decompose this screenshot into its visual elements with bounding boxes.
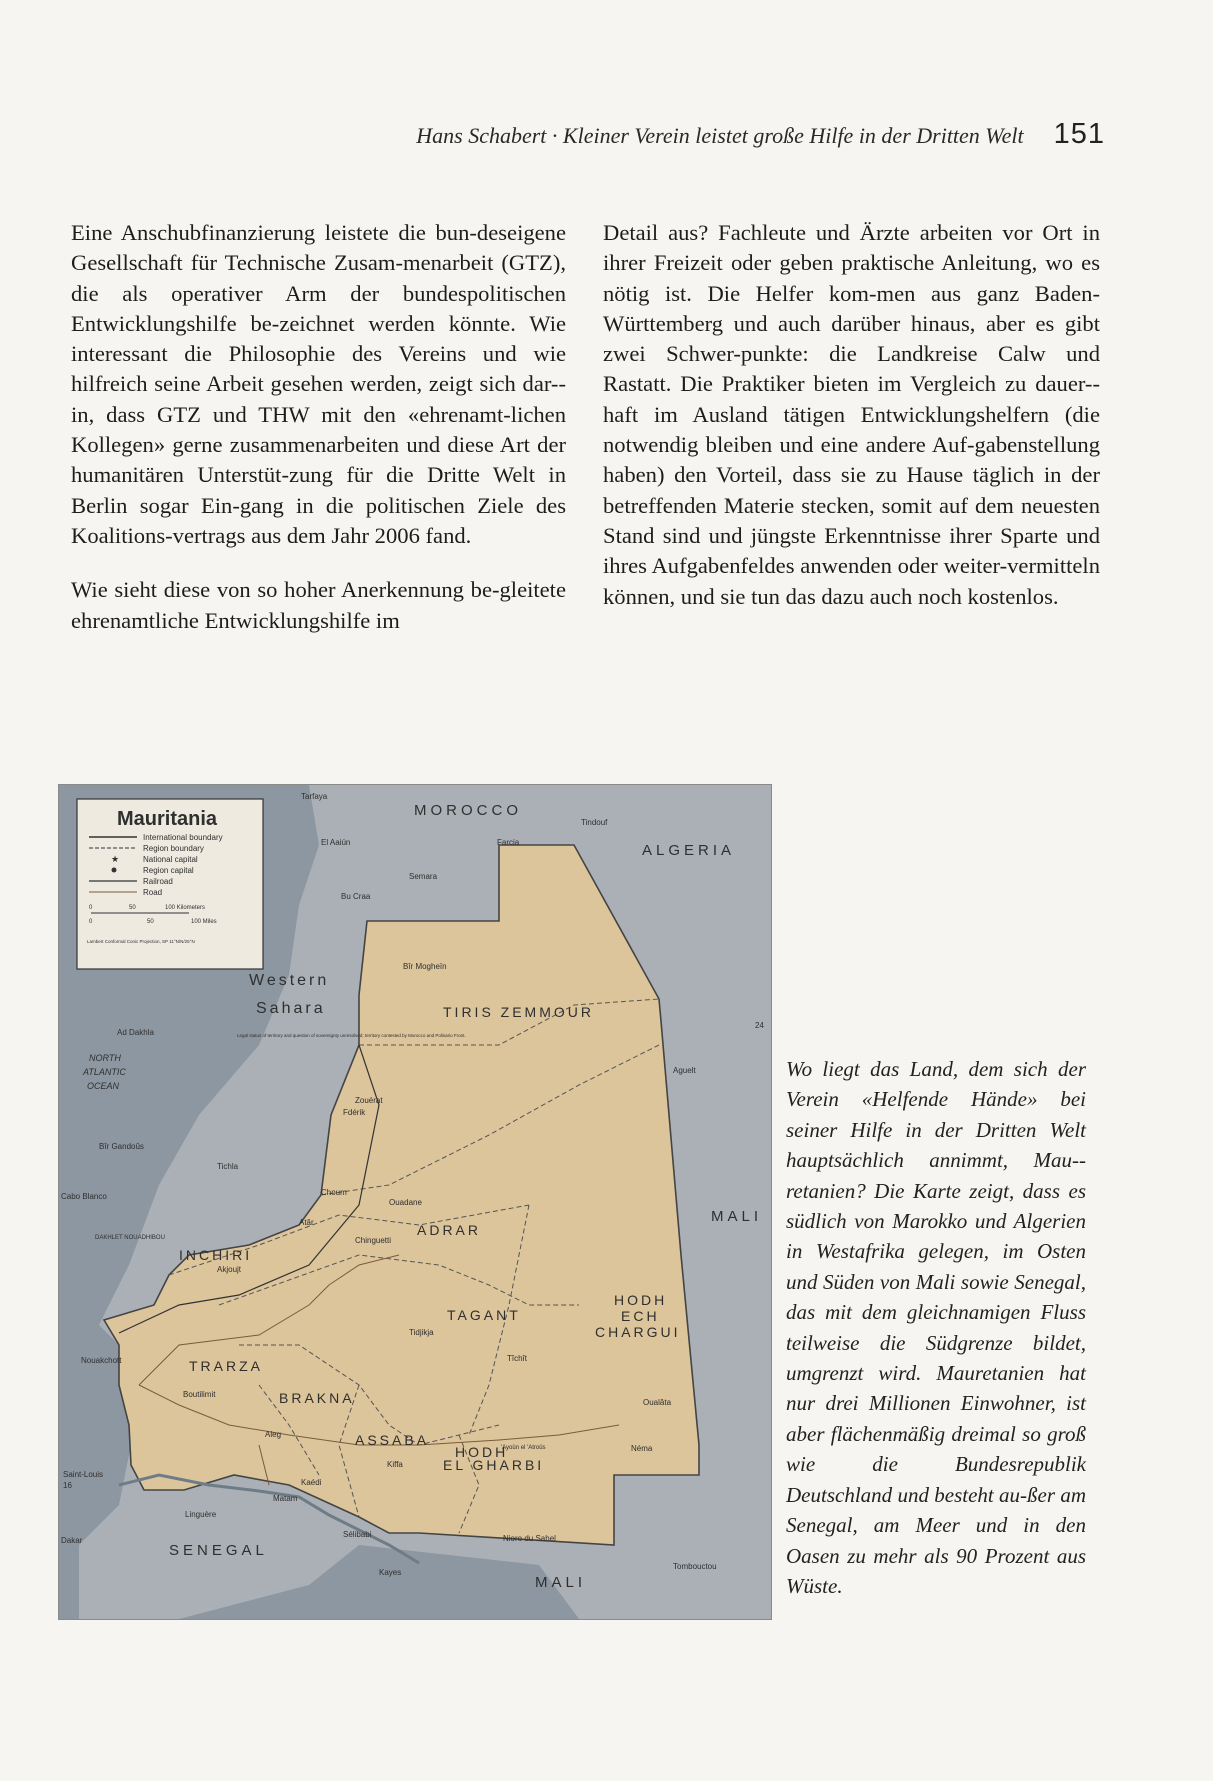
- left-paragraph-1: Eine Anschubfinanzierung leistete die bun-deseigene Gesellschaft für Technische Zusam-menarbeit (GTZ), die als operativer Arm der bundespolitischen Entwicklungshilfe be-zeichnet werden könnte. Wie interessant die Philosophie des Vereins und wie hilfreich seine Arbeit gesehen werden, zeigt sich dar-in, dass GTZ und THW mit den «ehrenamt-lichen Kollegen» gerne zusammenarbeiten und diese Art der humanitären Unterstüt-zung für die Dritte Welt in Berlin sogar Ein-gang in die politischen Ziele des Koalitions-vertrags aus dem Jahr 2006 fand.: [71, 220, 566, 548]
- town-nioro: Nioro du Sahel: [503, 1534, 556, 1543]
- town-choum: Choum: [321, 1188, 347, 1197]
- map-svg: [59, 785, 771, 1619]
- national-capital-icon: ★: [111, 854, 120, 864]
- label-ocean-2: ATLANTIC: [83, 1067, 126, 1077]
- town-oualata: Oualâta: [643, 1398, 672, 1407]
- town-el-aaiun: El Aaiún: [321, 838, 351, 847]
- label-adrar: ADRAR: [417, 1222, 482, 1238]
- label-algeria: ALGERIA: [642, 842, 736, 859]
- town-atar: Atâr: [299, 1218, 314, 1227]
- town-bir-gandous: Bîr Gandoûs: [99, 1142, 144, 1151]
- label-hodh-ech-chargui-3: CHARGUI: [595, 1324, 681, 1340]
- label-senegal: SENEGAL: [169, 1542, 268, 1559]
- running-head: Hans Schabert · Kleiner Verein leistet große Hilfe in der Dritten Welt: [416, 123, 1024, 148]
- lat-24-label: 24: [755, 1021, 764, 1030]
- label-assaba: ASSABA: [355, 1432, 430, 1448]
- town-nouakchott: Nouakchott: [81, 1356, 122, 1365]
- town-matam: Matam: [273, 1494, 298, 1503]
- town-tombouctou: Tombouctou: [673, 1562, 717, 1571]
- label-ocean-1: NORTH: [89, 1053, 121, 1063]
- scale-mi-100: 100 Miles: [191, 919, 217, 925]
- town-selibabi: Sélibabi: [343, 1530, 372, 1539]
- label-morocco: MOROCCO: [414, 802, 522, 819]
- town-aleg: Aleg: [265, 1430, 282, 1439]
- label-mali-south: MALI: [535, 1574, 587, 1591]
- town-bir-moghrein: Bîr Mogheïn: [403, 962, 447, 971]
- town-ad-dakhla: Ad Dakhla: [117, 1028, 154, 1037]
- scale-km-50: 50: [129, 905, 136, 911]
- town-ayoun: 'Ayoûn el 'Atroûs: [501, 1445, 546, 1451]
- label-western-note: Legal status of territory and question of sovereignty unresolved; territory contested by Morocco and Polisario Front.: [237, 1033, 466, 1038]
- right-column: [603, 218, 1100, 636]
- label-hodh-el-gharbi-2: EL GHARBI: [443, 1457, 545, 1473]
- legend-railroad: Railroad: [143, 877, 173, 886]
- label-hodh-ech-chargui-1: HODH: [614, 1292, 668, 1308]
- town-linguere: Linguère: [185, 1510, 217, 1519]
- scale-mi-50: 50: [147, 919, 154, 925]
- town-smara: Semara: [409, 872, 438, 881]
- map-caption: Wo liegt das Land, dem sich der Verein «Helfende Hände» bei seiner Hilfe in der Dritten Welt hauptsächlich annimmt, Mau-retanien? Die Karte zeigt, dass es südlich von Marokko und Algerien in Westafrika gelegen, im Osten und Süden von Mali sowie Senegal, das mit dem gleichnamigen Fluss teilweise die Südgrenze bildet, umgrenzt wird. Mauretanien hat nur drei Millionen Einwohner, ist aber flächenmäßig dreimal so groß wie die Bundesrepublik Deutschland und besteht au-ßer am Senegal, am Meer und in den Oasen zu mehr als 90 Prozent aus Wüste.: [786, 1057, 1086, 1598]
- page-header: [330, 118, 1105, 151]
- left-column: [71, 218, 566, 660]
- town-tichit: Tîchît: [507, 1354, 528, 1363]
- legend-projection: Lambert Conformal Conic Projection, SP 11°N/N/25°N: [87, 939, 195, 944]
- page-number: 151: [1053, 118, 1105, 150]
- town-chinguetti: Chinguetti: [355, 1236, 392, 1245]
- town-tindouf: Tindouf: [581, 818, 608, 827]
- town-zouerat: Zouérat: [355, 1096, 383, 1105]
- town-tidjikja: Tidjikja: [409, 1328, 434, 1337]
- label-tagant: TAGANT: [447, 1307, 521, 1323]
- town-farcia: Farcia: [497, 838, 520, 847]
- legend-title: Mauritania: [117, 808, 218, 830]
- town-akjoujt: Akjoujt: [217, 1265, 242, 1274]
- left-paragraph-2: Wie sieht diese von so hoher Anerkennung be-gleitete ehrenamtliche Entwicklungshilfe im: [71, 577, 566, 633]
- label-hodh-ech-chargui-2: ECH: [621, 1308, 660, 1324]
- label-tiris-zemmour: TIRIS ZEMMOUR: [443, 1004, 594, 1020]
- label-hodh-el-gharbi-1: HODH: [455, 1444, 509, 1460]
- town-tarfaya: Tarfaya: [301, 792, 328, 801]
- scale-mi-0: 0: [89, 919, 93, 925]
- town-fderik: Fdérik: [343, 1108, 366, 1117]
- label-western: Western: [249, 972, 330, 989]
- legend-national-capital: National capital: [143, 855, 198, 864]
- lat-16-label: 16: [63, 1481, 72, 1490]
- town-nema: Néma: [631, 1444, 653, 1453]
- region-capital-icon: [112, 868, 117, 873]
- town-kaedi: Kaédi: [301, 1478, 322, 1487]
- scale-km-0: 0: [89, 905, 93, 911]
- town-aguelt: Aguelt: [673, 1066, 696, 1075]
- legend-region-capital: Region capital: [143, 866, 194, 875]
- label-sahara: Sahara: [256, 1000, 326, 1017]
- legend-region-boundary: Region boundary: [143, 844, 204, 853]
- map-legend: [77, 799, 263, 969]
- town-tichla: Tichla: [217, 1162, 239, 1171]
- town-ouadane: Ouadane: [389, 1198, 422, 1207]
- scale-km-100: 100 Kilometers: [165, 905, 206, 911]
- town-saint-louis: Saint-Louis: [63, 1470, 104, 1479]
- legend-international-boundary: International boundary: [143, 833, 223, 842]
- label-inchiri: INCHIRI: [179, 1247, 253, 1263]
- town-kayes: Kayes: [379, 1568, 402, 1577]
- town-boutilimit: Boutilimit: [183, 1390, 216, 1399]
- legend-road: Road: [143, 888, 163, 897]
- label-brakna: BRAKNA: [279, 1390, 355, 1406]
- right-paragraph-1: Detail aus? Fachleute und Ärzte arbeiten vor Ort in ihrer Freizeit oder geben praktische Anleitung, wo es nötig ist. Die Helfer kom-men aus ganz Baden-Württemberg und auch darüber hinaus, aber es gibt zwei Schwer-punkte: die Landkreise Calw und Rastatt. Die Praktiker bieten im Vergleich zu dauer-haft im Ausland tätigen Entwicklungshelfern (die notwendig bleiben und eine andere Auf-gabenstellung haben) den Vorteil, dass sie zu Hause täglich in der betreffenden Materie stecken, somit auf dem neuesten Stand sind und jüngste Erkenntnisse ihrer Sparte und ihres Aufgabenfeldes anwenden oder weiter-vermitteln können, und sie tun das dazu auch noch kostenlos.: [603, 220, 1100, 609]
- town-nouadhibou: DAKHLET NOUADHIBOU: [95, 1235, 165, 1241]
- label-ocean-3: OCEAN: [87, 1081, 120, 1091]
- town-bu-craa: Bu Craa: [341, 892, 371, 901]
- town-dakar: Dakar: [61, 1536, 83, 1545]
- label-trarza: TRARZA: [189, 1358, 263, 1374]
- town-kiffa: Kiffa: [387, 1460, 403, 1469]
- mauritania-map: [58, 784, 772, 1620]
- label-mali-east: MALI: [711, 1208, 763, 1225]
- town-cabo-blanco: Cabo Blanco: [61, 1192, 107, 1201]
